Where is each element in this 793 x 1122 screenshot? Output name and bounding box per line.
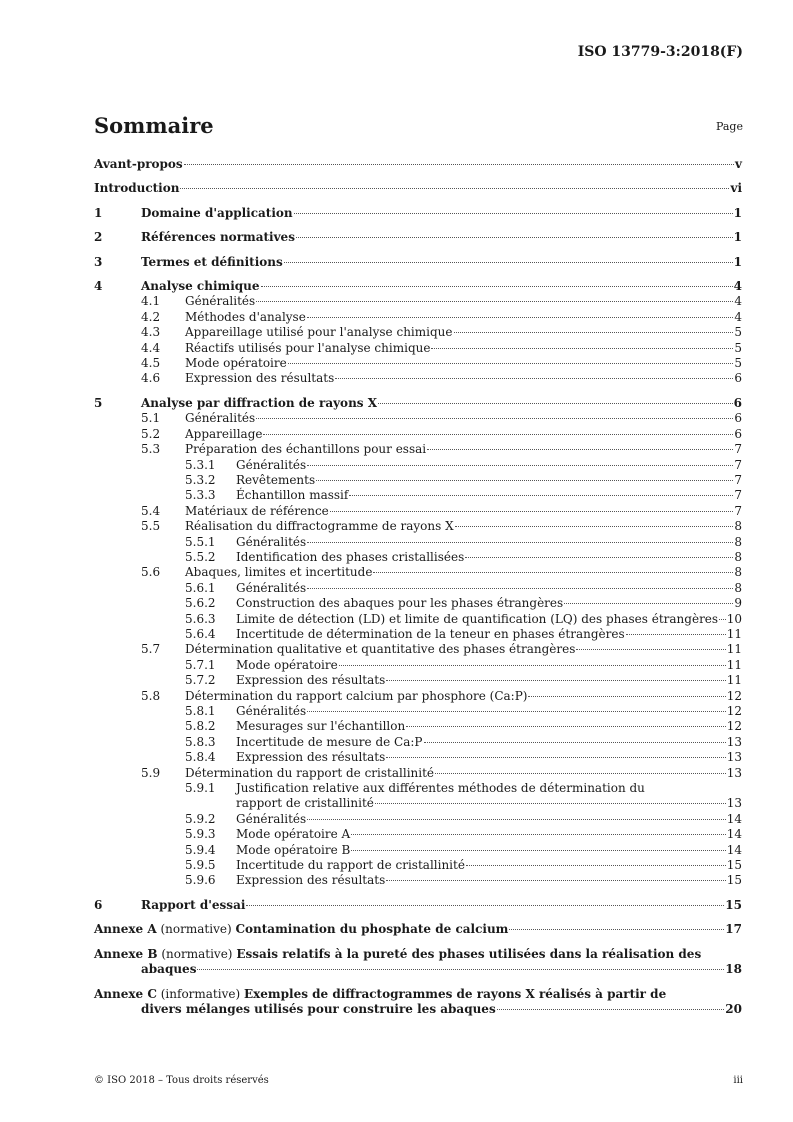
toc-entry-number: 5.6: [141, 565, 161, 580]
dot-leader: [307, 465, 733, 466]
dot-leader: [180, 188, 729, 189]
toc-entry-number: 5.8.2: [185, 719, 216, 734]
dot-leader: [256, 301, 733, 302]
dot-leader: [719, 619, 726, 620]
toc-entry-subsubsection[interactable]: [94, 673, 742, 688]
toc-entry-title: Incertitude de détermination de la teneur en phases étrangères: [236, 626, 625, 641]
toc-entry-section[interactable]: [94, 279, 742, 294]
toc-entry-subsection[interactable]: [94, 766, 742, 781]
dot-leader: [427, 449, 733, 450]
toc-entry-subsubsection[interactable]: [94, 488, 742, 503]
toc-entry-title: Généralités: [236, 580, 307, 595]
toc-entry-subsection[interactable]: [94, 565, 742, 580]
toc-entry-title: Introduction: [94, 181, 180, 196]
dot-leader: [375, 803, 726, 804]
toc-entry-title: Mode opératoire: [185, 356, 287, 371]
dot-leader: [284, 262, 733, 263]
toc-entry-number: 5.6.3: [185, 611, 216, 626]
toc-entry-page: 7: [734, 472, 742, 487]
toc-entry-subsection[interactable]: [94, 294, 742, 309]
dot-leader: [307, 588, 733, 589]
toc-entry-title: Matériaux de référence: [185, 503, 329, 518]
toc-entry-title: Domaine d'application: [141, 205, 293, 220]
toc-entry-title: Mode opératoire A: [236, 827, 351, 842]
toc-entry-page: 18: [725, 962, 742, 977]
toc-entry-title: Appareillage: [185, 426, 263, 441]
toc-entry-page: 4: [734, 309, 742, 324]
toc-entry-number: 5.9.3: [185, 827, 216, 842]
toc-entry-number: 4.5: [141, 356, 161, 371]
dot-leader: [626, 634, 726, 635]
annex-label: Annexe B: [94, 946, 158, 961]
dot-leader: [454, 332, 734, 333]
toc-entry-annex[interactable]: [94, 947, 742, 978]
dot-leader: [435, 773, 726, 774]
dot-leader: [316, 480, 733, 481]
toc-entry-title: Expression des résultats: [236, 673, 386, 688]
toc-entry-subsubsection[interactable]: [94, 873, 742, 888]
toc-entry-page: 8: [734, 534, 742, 549]
toc-entry-subsubsection[interactable]: [94, 550, 742, 565]
dot-leader: [351, 834, 726, 835]
toc-entry-subsubsection[interactable]: [94, 627, 742, 642]
toc-entry-title: Généralités: [236, 534, 307, 549]
toc-entry-title: Réactifs utilisés pour l'analyse chimique: [185, 340, 431, 355]
toc-entry-title-continued: rapport de cristallinité: [236, 796, 374, 811]
toc-entry-number: 5.8.4: [185, 750, 216, 765]
toc-entry-number: 1: [94, 205, 103, 220]
toc-entry-page: 6: [733, 395, 742, 410]
toc-entry-title: Mode opératoire: [236, 657, 338, 672]
toc-entry-subsubsection[interactable]: [94, 704, 742, 719]
annex-title: Contamination du phosphate de calcium: [235, 922, 509, 937]
toc-entry-title: Références normatives: [141, 230, 295, 245]
toc-entry-number: 5.3.3: [185, 488, 216, 503]
toc-entry-subsection[interactable]: [94, 689, 742, 704]
dot-leader: [431, 348, 733, 349]
toc-entry-page: 8: [734, 549, 742, 564]
dot-leader: [296, 237, 733, 238]
toc-entry-number: 4.1: [141, 294, 161, 309]
toc-entry-title: Analyse par diffraction de rayons X: [141, 395, 378, 410]
toc-entry-title: Incertitude de mesure de Ca:P: [236, 734, 423, 749]
toc-entry-number: 5: [94, 395, 103, 410]
toc-entry-page: 8: [734, 580, 742, 595]
dot-leader: [455, 526, 734, 527]
toc-entry-subsubsection[interactable]: [94, 535, 742, 550]
toc-entry-page: 8: [734, 519, 742, 534]
toc-entry-number: 5.3: [141, 442, 161, 457]
toc-entry-title: Expression des résultats: [236, 873, 386, 888]
toc-entry-number: 4.3: [141, 325, 161, 340]
annex-title-continued: divers mélanges utilisés pour construire les abaques: [141, 1001, 496, 1016]
dot-leader: [184, 164, 734, 165]
toc-entry-page: 7: [734, 457, 742, 472]
dot-leader: [564, 603, 733, 604]
toc-entry-subsection[interactable]: [94, 642, 742, 657]
dot-leader: [307, 711, 726, 712]
toc-entry-title: Justification relative aux différentes méthodes de détermination du: [236, 781, 645, 796]
toc-entry-title: Mode opératoire B: [236, 842, 351, 857]
toc-entry-number: 6: [94, 897, 103, 912]
toc-entry-subsection[interactable]: [94, 442, 742, 457]
annex-title: Exemples de diffractogrammes de rayons X réalisés à partir de: [243, 986, 667, 1001]
dot-leader: [528, 696, 725, 697]
toc-entry-page: 15: [726, 858, 742, 873]
dot-leader: [351, 850, 725, 851]
annex-kind: (normative): [160, 922, 232, 937]
dot-leader: [288, 363, 734, 364]
toc-entry-number: 5.6.4: [185, 626, 216, 641]
toc-entry-subsection[interactable]: [94, 504, 742, 519]
toc-entry-page: 4: [734, 294, 742, 309]
toc-entry-number: 5.8.1: [185, 704, 216, 718]
toc-entry-subsection[interactable]: [94, 427, 742, 442]
annex-title-continued: abaques: [141, 962, 197, 977]
toc-entry-page: 14: [726, 827, 742, 842]
toc-entry-subsubsection[interactable]: [94, 473, 742, 488]
toc-entry-title: Préparation des échantillons pour essai: [185, 442, 427, 457]
toc-entry-title: Abaques, limites et incertitude: [185, 565, 373, 580]
toc-entry-number: 5.1: [141, 411, 161, 426]
toc-entry-subsubsection[interactable]: [94, 596, 742, 611]
dot-leader: [465, 557, 733, 558]
toc-entry-title: Généralités: [185, 294, 256, 309]
toc-entry-page: 15: [725, 897, 742, 912]
toc-entry-title: Méthodes d'analyse: [185, 309, 306, 324]
toc-entry-title: Appareillage utilisé pour l'analyse chimique: [185, 325, 453, 340]
toc-entry-page: 7: [734, 503, 742, 518]
toc-entry-number: 5.6.1: [185, 580, 216, 595]
toc-entry-subsubsection[interactable]: [94, 827, 742, 842]
toc-entry-number: 4.6: [141, 371, 161, 386]
dot-leader: [261, 286, 733, 287]
toc-entry-title: Généralités: [236, 811, 307, 826]
dot-leader: [335, 378, 733, 379]
annex-title: Essais relatifs à la pureté des phases utilisées dans la réalisation des: [236, 946, 702, 961]
toc-entry-number: 5.3.1: [185, 457, 216, 472]
toc-entry-page: 7: [734, 442, 742, 457]
toc-entry-number: 5.5.2: [185, 549, 216, 564]
toc-entry-title: Construction des abaques pour les phases étrangères: [236, 596, 564, 611]
dot-leader: [330, 511, 734, 512]
dot-leader: [497, 1009, 725, 1010]
toc-entry-subsection[interactable]: [94, 341, 742, 356]
document-id: ISO 13779-3:2018(F): [577, 44, 743, 60]
toc-entry-subsubsection[interactable]: [94, 612, 742, 627]
dot-leader: [386, 880, 725, 881]
annex-label: Annexe C: [94, 986, 157, 1001]
toc-entry-number: 3: [94, 254, 103, 269]
toc-entry-number: 5.3.2: [185, 472, 216, 487]
toc-entry-subsubsection[interactable]: [94, 858, 742, 873]
toc-entry-number: 5.9.2: [185, 811, 216, 826]
toc-entry-number: 5.7: [141, 642, 161, 657]
toc-entry-page: 1: [733, 230, 742, 245]
toc-entry-page: 11: [726, 673, 742, 688]
toc-entry-subsubsection[interactable]: [94, 458, 742, 473]
toc-entry-number: 5.6.2: [185, 596, 216, 611]
toc-entry-page: 12: [726, 719, 742, 734]
dot-leader: [378, 403, 733, 404]
toc-entry-page: 13: [726, 765, 742, 780]
toc-entry-page: 9: [734, 596, 742, 611]
dot-leader: [466, 865, 726, 866]
toc-entry-title: Incertitude du rapport de cristallinité: [236, 858, 465, 873]
dot-leader: [339, 665, 726, 666]
toc-entry-number: 4.4: [141, 340, 161, 355]
toc-entry-page: 1: [733, 254, 742, 269]
toc-entry-number: 5.5: [141, 519, 161, 534]
toc-entry-number: 2: [94, 230, 103, 245]
dot-leader: [386, 757, 725, 758]
toc-entry-title: Identification des phases cristallisées: [236, 549, 465, 564]
dot-leader: [307, 317, 734, 318]
toc-entry-page: 5: [734, 340, 742, 355]
toc-entry-page: 12: [726, 688, 742, 703]
toc-entry-subsubsection[interactable]: [94, 843, 742, 858]
dot-leader: [256, 418, 733, 419]
toc-entry-title: Avant-propos: [94, 157, 183, 171]
toc-entry-annex[interactable]: [94, 987, 742, 1018]
toc-entry-page: 7: [734, 488, 742, 503]
dot-leader: [307, 819, 726, 820]
toc-entry-number: 5.7.1: [185, 657, 216, 672]
toc-entry-title: Analyse chimique: [141, 279, 260, 294]
toc-entry-subsubsection[interactable]: [94, 658, 742, 673]
toc-entry-number: 5.9.6: [185, 873, 216, 888]
dot-leader: [406, 726, 726, 727]
toc-entry-subsubsection[interactable]: [94, 719, 742, 734]
toc-entry-page: 20: [725, 1001, 742, 1016]
dot-leader: [246, 905, 724, 906]
dot-leader: [263, 434, 733, 435]
toc-entry-continuation[interactable]: [94, 796, 742, 811]
dot-leader: [373, 572, 733, 573]
toc-entry-page: vi: [730, 181, 742, 196]
toc-entry-title: Rapport d'essai: [141, 897, 246, 912]
toc-entry-page: 5: [734, 325, 742, 340]
toc-entry-page: 15: [726, 873, 742, 888]
toc-entry-page: 11: [726, 657, 742, 672]
toc-entry-front[interactable]: [94, 181, 742, 196]
toc-entry-title: Réalisation du diffractogramme de rayons X: [185, 519, 454, 534]
toc-entry-title: Échantillon massif: [236, 488, 349, 503]
toc-entry-title: Généralités: [185, 411, 256, 426]
toc-entry-page: 6: [734, 411, 742, 426]
toc-entry-number: 5.8.3: [185, 734, 216, 749]
toc-entry-page: 11: [726, 626, 742, 641]
toc-entry-title: Détermination qualitative et quantitative des phases étrangères: [185, 642, 576, 657]
toc-entry-title: Généralités: [236, 457, 307, 472]
toc-entry-subsection[interactable]: [94, 356, 742, 371]
toc-entry-title: Limite de détection (LD) et limite de quantification (LQ) des phases étrangères: [236, 611, 719, 626]
toc-entry-number: 5.9.1: [185, 781, 216, 796]
dot-leader: [386, 680, 725, 681]
toc-entry-front[interactable]: [94, 157, 742, 172]
toc-entry-number: 5.8: [141, 688, 161, 703]
dot-leader: [509, 929, 724, 930]
toc-entry-subsection[interactable]: [94, 325, 742, 340]
toc-entry-number: 5.9.5: [185, 858, 216, 873]
table-of-contents: [94, 157, 742, 1017]
page-title: Sommaire: [94, 113, 214, 138]
toc-entry-page: 14: [726, 811, 742, 826]
toc-entry-page: 5: [734, 356, 742, 371]
toc-entry-title: Expression des résultats: [236, 750, 386, 765]
toc-entry-subsection[interactable]: [94, 411, 742, 426]
toc-entry-title: Détermination du rapport de cristallinité: [185, 765, 435, 780]
toc-entry-title: Généralités: [236, 704, 307, 718]
toc-entry-subsubsection[interactable]: [94, 781, 742, 796]
dot-leader: [424, 742, 726, 743]
toc-entry-page: 13: [726, 750, 742, 765]
toc-entry-page: 4: [733, 279, 742, 294]
toc-entry-subsection[interactable]: [94, 310, 742, 325]
toc-entry-section[interactable]: [94, 230, 742, 245]
toc-entry-number: 5.9: [141, 765, 161, 780]
dot-leader: [349, 495, 733, 496]
toc-entry-title: Détermination du rapport calcium par phosphore (Ca:P): [185, 688, 528, 703]
toc-entry-title: Expression des résultats: [185, 371, 335, 386]
toc-entry-page: 17: [725, 922, 742, 937]
toc-entry-number: 5.4: [141, 503, 161, 518]
toc-entry-section[interactable]: [94, 396, 742, 411]
toc-entry-number: 5.7.2: [185, 673, 216, 688]
toc-entry-page: 14: [726, 842, 742, 857]
toc-entry-page: v: [735, 157, 742, 171]
dot-leader: [576, 649, 725, 650]
toc-entry-page: 10: [726, 611, 742, 626]
toc-entry-subsubsection[interactable]: [94, 750, 742, 765]
toc-entry-subsubsection[interactable]: [94, 735, 742, 750]
toc-entry-page: 1: [733, 205, 742, 220]
toc-entry-number: 5.2: [141, 426, 161, 441]
toc-entry-annex[interactable]: [94, 922, 742, 937]
footer-copyright: © ISO 2018 – Tous droits réservés: [94, 1075, 269, 1086]
dot-leader: [307, 542, 733, 543]
dot-leader: [197, 969, 724, 970]
toc-entry-number: 4.2: [141, 309, 161, 324]
toc-entry-number: 4: [94, 279, 103, 294]
annex-kind: (normative): [161, 946, 233, 961]
dot-leader: [294, 213, 733, 214]
page-column-label: Page: [715, 120, 743, 133]
toc-entry-page: 8: [734, 565, 742, 580]
toc-entry-page: 6: [734, 426, 742, 441]
toc-entry-page: 11: [726, 642, 742, 657]
toc-entry-page: 6: [734, 371, 742, 386]
toc-entry-section[interactable]: [94, 206, 742, 221]
toc-entry-subsubsection[interactable]: [94, 581, 742, 596]
toc-entry-section[interactable]: [94, 898, 742, 913]
toc-entry-subsection[interactable]: [94, 519, 742, 534]
toc-entry-page: 12: [726, 704, 742, 718]
toc-entry-title: Mesurages sur l'échantillon: [236, 719, 406, 734]
annex-label: Annexe A: [94, 922, 157, 937]
toc-entry-title: Revêtements: [236, 472, 316, 487]
toc-entry-subsubsection[interactable]: [94, 812, 742, 827]
toc-entry-number: 5.5.1: [185, 534, 216, 549]
annex-kind: (informative): [160, 986, 241, 1001]
toc-entry-section[interactable]: [94, 255, 742, 270]
toc-entry-subsection[interactable]: [94, 371, 742, 386]
toc-entry-page: 13: [726, 796, 742, 811]
footer-page-number: iii: [733, 1075, 743, 1086]
toc-entry-number: 5.9.4: [185, 842, 216, 857]
toc-entry-title: Termes et définitions: [141, 254, 283, 269]
toc-entry-page: 13: [726, 734, 742, 749]
